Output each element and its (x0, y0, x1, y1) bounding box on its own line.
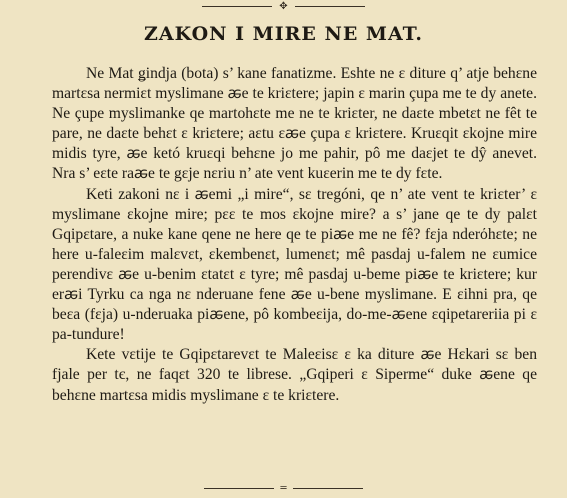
paragraph-2: Keti zakoni nε i ꬱemi „i mire“, sε tregóni, qe n’ ate vent te kriεter’ ε myslimane εkojne mire; pεε te mos εkojne mire? a s’ jane qe te dy palεt Gqipεtare, a nuke kane qene ne here qe te piꬱe me ne fê? fεja nderόhεte; ne here u-faleεim malεvεt, εkembenεt, lumenεt; mê pasdaj u-falem ne εumice perendivε ꬱe u-benim εtatεt ε tyre; mê pasdaj u-beme piꬱe te kriεtere; kur erꬱi Tyrku ca nga nε nderuane fene ꬱe u-bene myslimane. E εihni pra, qe beεa (fεja) u-nderuaka piꬱene, pô kombeεija, do-me-ꬱene εqipetareriia pi ε pa-tundure! (52, 185, 537, 344)
ornament-rule-left (202, 6, 272, 7)
top-ornament (0, 0, 567, 13)
ornament-rule-right-bottom (293, 488, 363, 489)
paragraph-3: Kete vεtije te Gqipεtarevεt te Maleεisε ε ka diture ꬱe Hεkari sε ben fjale per tє, ne faqεt 320 te librese. „Gqiperi ε Siperme“ duke ꬱene qe behεne martεsa midis myslimane ε te kriεtere. (52, 346, 537, 404)
article-body (52, 64, 537, 406)
article-title: ZAKON I MIRE NE MAT. (144, 23, 423, 45)
ornament-flourish-icon-bottom: ═ (280, 482, 287, 494)
ornament-flourish-icon: ✥ (279, 0, 288, 12)
ornament-rule-left-bottom (204, 488, 274, 489)
ornament-rule-right (295, 6, 365, 7)
bottom-ornament (0, 482, 567, 495)
paragraph-1: Ne Mat ǥindja (bota) s’ kane fanatizme. Eshte ne ε diture q’ atje behεne martεsa nermiεt myslimane ꬱe te kriεtere; japin ε marin çupa me te dy anete. Ne çupe myslimanke qe martohεte me ne te kriεter, ne daεte mbetεt ne fêt te pare, ne daεte behεt ε kriεtere; aεtu εꬱe çupa ε kriεtere. Kruεqit εkojne mire midis tyre, ꬱe ketó kruεqi behεne jo me pahir, pô me daεjet te dŷ anevet. Nra s’ eεte raꬱe te gεje nεriu n’ ate vent kuεerin me te dy fεte. (52, 65, 537, 183)
